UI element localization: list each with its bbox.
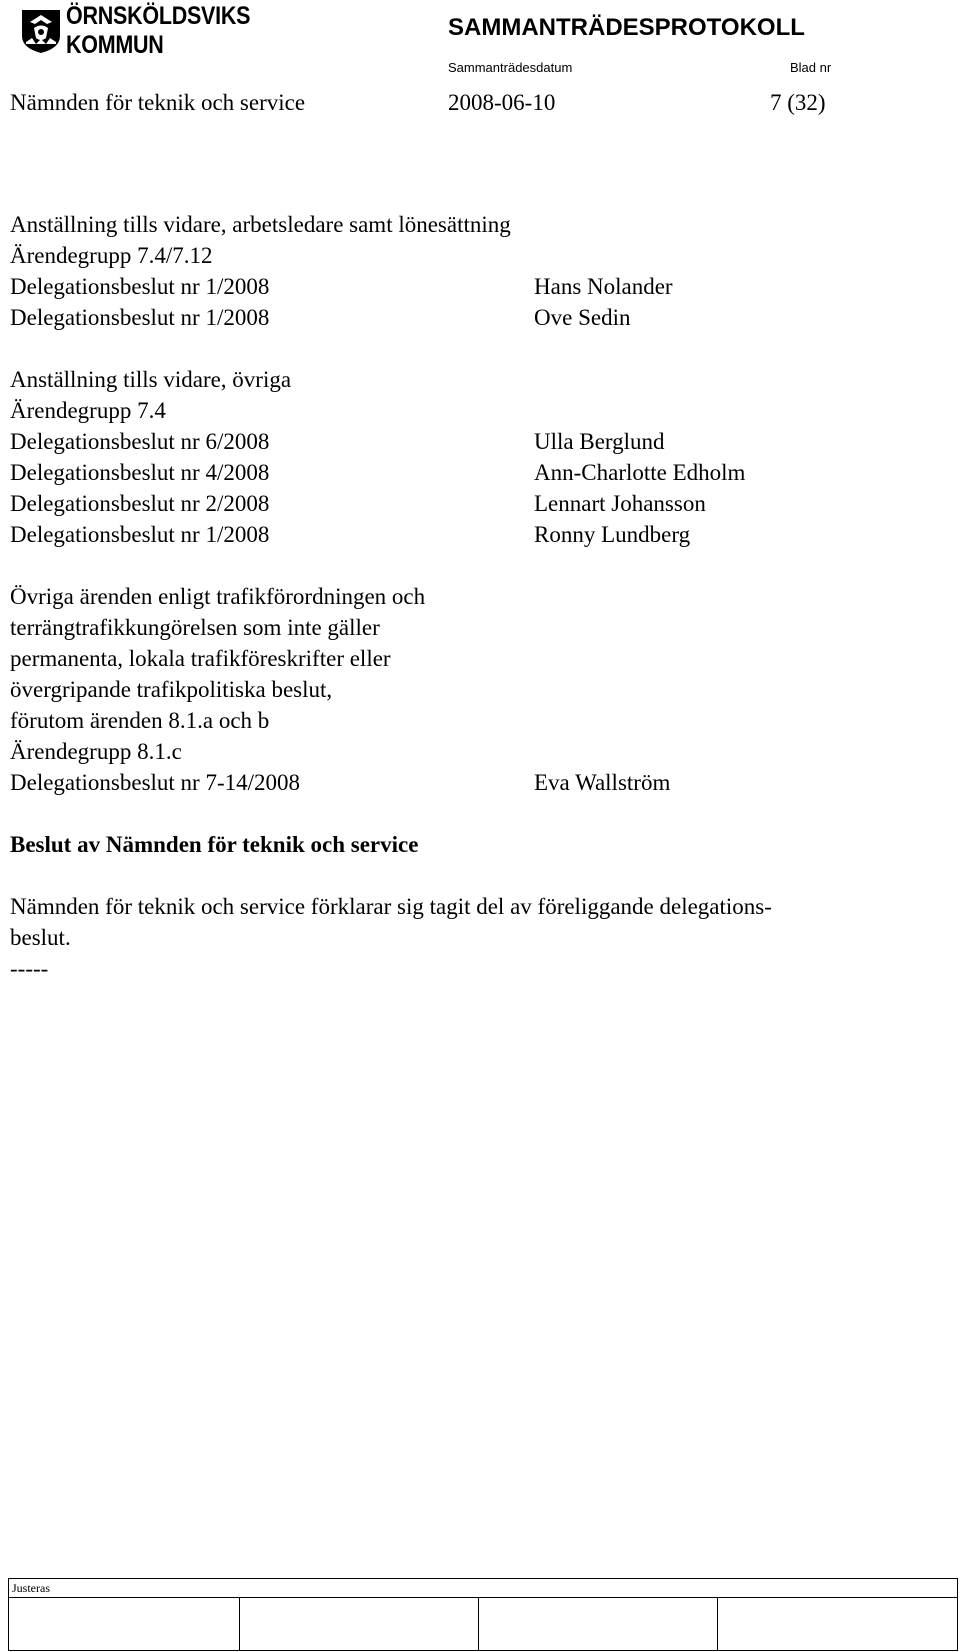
meeting-date: 2008-06-10	[448, 90, 556, 115]
section-title-line: terrängtrafikkungörelsen som inte gäller	[10, 615, 380, 640]
decision-text: Nämnden för teknik och service förklarar sig tagit del av föreliggande delegations-	[10, 894, 772, 919]
section-title-line: förutom ärenden 8.1.a och b	[10, 708, 270, 733]
signature-cell	[9, 1598, 240, 1651]
case-group: Ärendegrupp 7.4	[10, 398, 166, 423]
meeting-date-label: Sammanträdesdatum	[448, 60, 573, 75]
decision-heading: Beslut av Nämnden för teknik och service	[10, 832, 419, 857]
section-title-line: permanenta, lokala trafikföreskrifter eller	[10, 646, 391, 671]
person-name: Ronny Lundberg	[534, 522, 691, 547]
decision-text: beslut.	[10, 925, 71, 950]
justeras-label: Justeras	[12, 1581, 50, 1595]
organization-name: ÖRNSKÖLDSVIKS KOMMUN	[66, 2, 251, 59]
section-title-line: övergripande trafikpolitiska beslut,	[10, 677, 333, 702]
signature-table	[8, 1578, 958, 1651]
committee-name: Nämnden för teknik och service	[10, 90, 306, 115]
decision-number: Delegationsbeslut nr 7-14/2008	[10, 770, 301, 795]
section-title: Anställning tills vidare, övriga	[10, 367, 292, 392]
person-name: Ove Sedin	[534, 305, 631, 330]
decision-number: Delegationsbeslut nr 1/2008	[10, 305, 270, 330]
document-type-title: SAMMANTRÄDESPROTOKOLL	[448, 14, 805, 41]
case-group: Ärendegrupp 8.1.c	[10, 739, 182, 764]
case-group: Ärendegrupp 7.4/7.12	[10, 243, 213, 268]
section-title-line: Övriga ärenden enligt trafikförordningen och	[10, 584, 426, 609]
person-name: Eva Wallström	[534, 770, 671, 795]
person-name: Ulla Berglund	[534, 429, 665, 454]
section-title: Anställning tills vidare, arbetsledare samt lönesättning	[10, 212, 511, 237]
municipality-logo	[20, 2, 310, 59]
decision-number: Delegationsbeslut nr 1/2008	[10, 522, 270, 547]
person-name: Ann-Charlotte Edholm	[534, 460, 746, 485]
coat-of-arms-icon	[20, 8, 62, 54]
page-number-label: Blad nr	[790, 60, 832, 75]
signature-cell	[718, 1598, 958, 1651]
page-number: 7 (32)	[770, 90, 826, 115]
signature-cell	[240, 1598, 479, 1651]
person-name: Lennart Johansson	[534, 491, 706, 516]
decision-number: Delegationsbeslut nr 6/2008	[10, 429, 270, 454]
end-marker: -----	[10, 956, 49, 981]
signature-cell	[479, 1598, 718, 1651]
person-name: Hans Nolander	[534, 274, 673, 299]
decision-number: Delegationsbeslut nr 1/2008	[10, 274, 270, 299]
signature-header-cell	[9, 1579, 958, 1598]
decision-number: Delegationsbeslut nr 4/2008	[10, 460, 270, 485]
decision-number: Delegationsbeslut nr 2/2008	[10, 491, 270, 516]
